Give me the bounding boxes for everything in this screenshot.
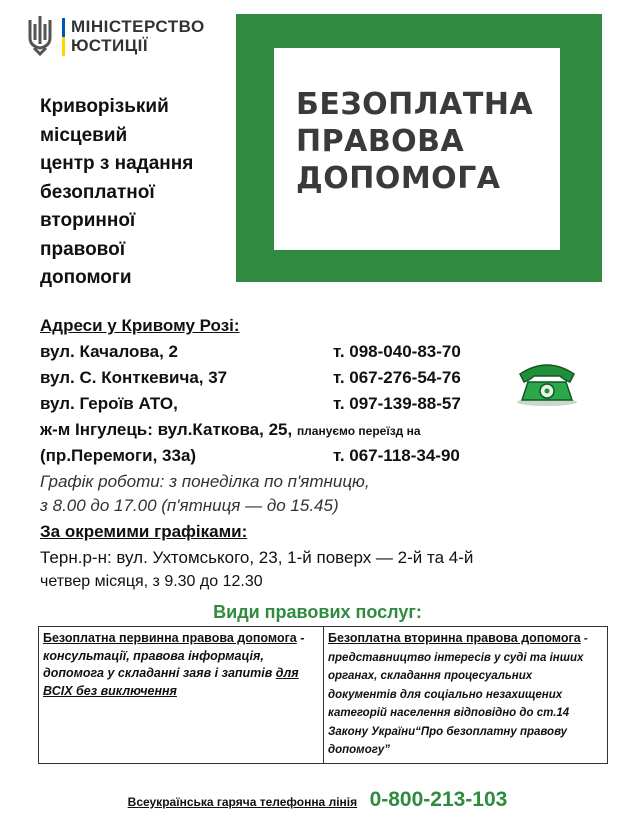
logo-line-1: БЕЗОПЛАТНА <box>296 87 534 122</box>
center-name: Криворізький місцевий центр з надання безоплатної вторинної правової допомоги <box>40 96 194 288</box>
flag-bar <box>62 18 65 56</box>
phone-4: т. 067-118-34-90 <box>333 446 460 465</box>
primary-aid-cell <box>39 627 324 763</box>
logo-text <box>296 86 536 197</box>
ingulets-address: ж-м Інгулець: вул.Каткова, 25, <box>40 420 293 439</box>
phone-2: т. 067-276-54-76 <box>333 368 461 387</box>
ministry-logo <box>24 14 214 56</box>
ministry-name-line2: ЮСТИЦІЇ <box>71 36 149 55</box>
telephone-icon <box>512 352 582 408</box>
secondary-aid-cell <box>324 627 607 763</box>
special-heading: За окремими графіками: <box>40 522 248 541</box>
hotline-label: Всеукраїнська гаряча телефонна лінія <box>127 795 358 809</box>
services-title: Види правових послуг: <box>213 602 422 622</box>
address-1: вул. Качалова, 2 <box>40 342 178 361</box>
secondary-aid-body: - представництво інтересів у суді та інших органах, складання процесуальних документів для соціально незахищених категорій населення відповідно до ст.14 Закону України“Про безоплатну правову допомогу” <box>328 633 588 756</box>
secondary-aid-heading: Безоплатна вторинна правова допомога <box>328 631 581 645</box>
hotline <box>0 788 635 812</box>
relocation-note: плануємо переїзд на <box>296 424 421 438</box>
trident-icon <box>24 14 56 56</box>
hotline-number: 0-800-213-103 <box>369 788 508 811</box>
logo-line-3: ДОПОМОГА <box>296 161 501 196</box>
schedule-line-2: з 8.00 до 17.00 (п'ятниця — до 15.45) <box>40 496 339 515</box>
addresses-heading: Адреси у Кривому Розі: <box>40 316 240 335</box>
primary-aid-emphasis: для ВСІХ без виключення <box>43 666 299 698</box>
phone-1: т. 098-040-83-70 <box>333 342 461 361</box>
address-3: вул. Героїв АТО, <box>40 394 178 413</box>
free-legal-aid-logo <box>236 14 602 282</box>
address-2: вул. С. Конткевича, 37 <box>40 368 228 387</box>
special-line-2: четвер місяця, з 9.30 до 12.30 <box>40 573 263 590</box>
schedule-line-1: Графік роботи: з понеділка по п'ятницю, <box>40 472 370 491</box>
special-line-1: Терн.р-н: вул. Ухтомського, 23, 1-й поверх — 2-й та 4-й <box>40 548 474 567</box>
primary-aid-heading: Безоплатна первинна правова допомога <box>43 631 297 645</box>
logo-line-2: ПРАВОВА <box>296 124 465 159</box>
phone-3: т. 097-139-88-57 <box>333 394 461 413</box>
address-ingulets <box>40 420 421 440</box>
primary-aid-body: - консультації, правова інформація, допомога у складанні заяв і запитів <box>43 631 305 680</box>
services-table <box>38 626 608 764</box>
address-peremohy: (пр.Перемоги, 33а) <box>40 446 197 465</box>
ministry-name-line1: МІНІСТЕРСТВО <box>71 17 205 36</box>
